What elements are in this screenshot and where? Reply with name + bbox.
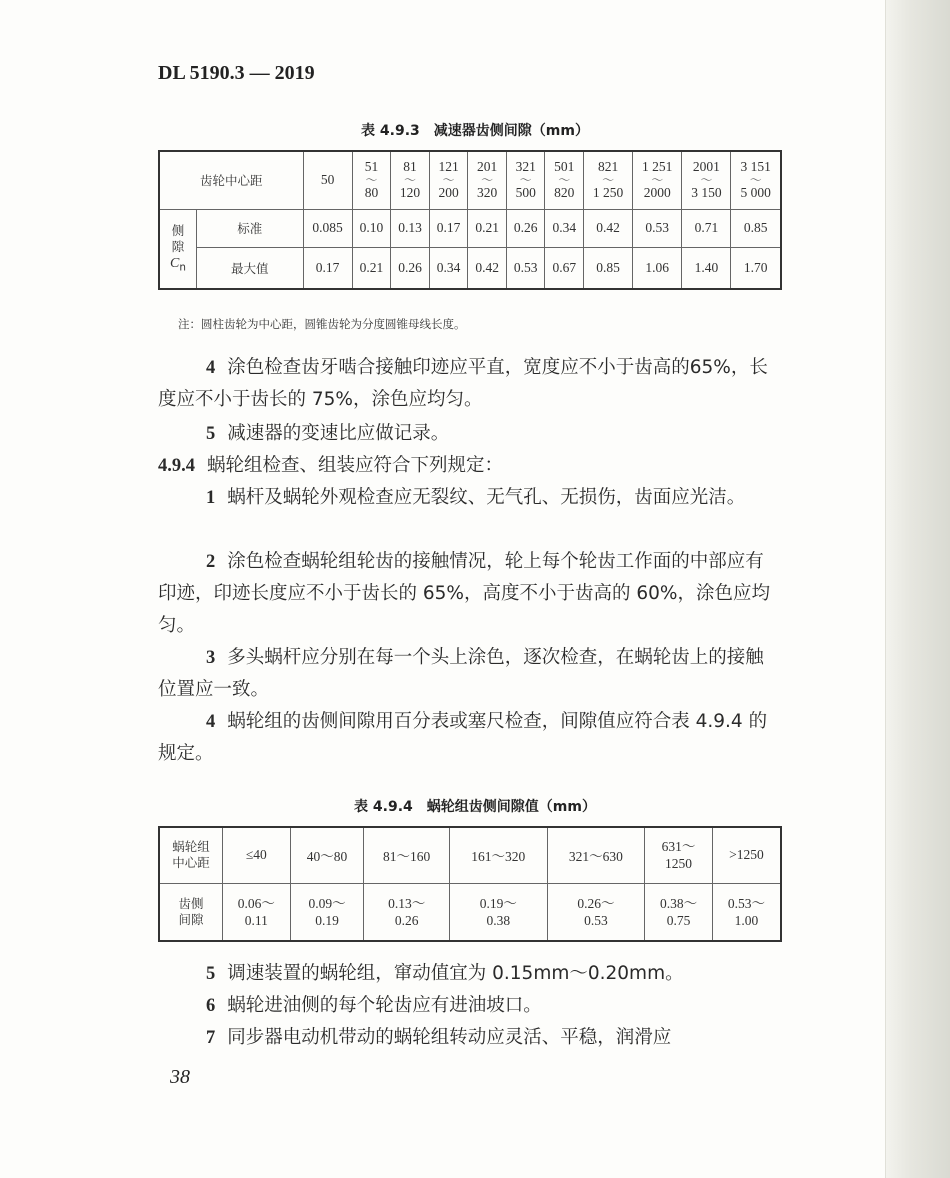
- section-4-9-4: 4.9.4 蜗轮组检查、组装应符合下列规定：: [158, 455, 504, 476]
- table-cell: >1250: [712, 827, 781, 883]
- table-cell: 0.53: [633, 209, 682, 247]
- table-cell: 0.06～ 0.11: [223, 883, 291, 941]
- col-9: 2001 ～ 3 150: [682, 151, 731, 209]
- table-cell: 631～ 1250: [645, 827, 713, 883]
- table-cell: 81～160: [364, 827, 450, 883]
- paragraph-2: 2 涂色检查蜗轮组轮齿的接触情况，轮上每个轮齿工作面的中部应有印迹，印迹长度应不小于齿长的 65%，高度不小于齿高的 60%，涂色应均匀。: [158, 551, 771, 636]
- table-cell: 0.13～ 0.26: [364, 883, 450, 941]
- row-label: 齿侧 间隙: [159, 883, 223, 941]
- row-label: 最大值: [197, 247, 304, 289]
- table-cell: 1.06: [633, 247, 682, 289]
- table-cell: 321～630: [547, 827, 645, 883]
- table-header-row: [159, 151, 781, 209]
- paragraph-6: 6 蜗轮进油侧的每个轮齿应有进油坡口。: [206, 995, 542, 1016]
- table-cell: 0.42: [584, 209, 633, 247]
- row-label: 蜗轮组 中心距: [159, 827, 223, 883]
- side-label: 侧 隙 $C_n$: [159, 209, 197, 289]
- page-number: 38: [170, 1066, 190, 1088]
- table-cell: 0.17: [303, 247, 352, 289]
- paragraph-5: 5 减速器的变速比应做记录。: [206, 423, 450, 444]
- paragraph-1: 1 蜗杆及蜗轮外观检查应无裂纹、无气孔、无损伤，齿面应光洁。: [206, 487, 746, 508]
- col-5: 321 ～ 500: [506, 151, 545, 209]
- col-8: 1 251 ～ 2000: [633, 151, 682, 209]
- table-row-center-distance: [159, 827, 781, 883]
- col-2: 81 ～ 120: [391, 151, 430, 209]
- table-cell: 1.70: [731, 247, 781, 289]
- page-edge: [885, 0, 950, 1178]
- col-0: 50: [303, 151, 352, 209]
- paragraph-5b: 5 调速装置的蜗轮组，窜动值宜为 0.15mm～0.20mm。: [206, 963, 684, 984]
- col-4: 201 ～ 320: [468, 151, 507, 209]
- table-cell: 0.53～ 1.00: [712, 883, 781, 941]
- table-cell: 0.10: [352, 209, 391, 247]
- table-cell: 0.38～ 0.75: [645, 883, 713, 941]
- table-cell: 0.26: [506, 209, 545, 247]
- standard-code: DL 5190.3 — 2019: [158, 62, 315, 84]
- table-cell: 0.085: [303, 209, 352, 247]
- paragraph-3: 3 多头蜗杆应分别在每一个头上涂色，逐次检查，在蜗轮齿上的接触位置应一致。: [158, 647, 764, 700]
- table-4-9-4: [158, 826, 782, 942]
- header-label: 齿轮中心距: [159, 151, 303, 209]
- table-4-9-3-title: 表 4.9.3 减速器齿侧间隙（mm）: [361, 123, 589, 139]
- table-cell: 0.21: [352, 247, 391, 289]
- row-label: 标准: [197, 209, 304, 247]
- col-3: 121 ～ 200: [429, 151, 468, 209]
- paragraph-4b: 4 蜗轮组的齿侧间隙用百分表或塞尺检查，间隙值应符合表 4.9.4 的规定。: [158, 711, 768, 764]
- table-cell: 0.71: [682, 209, 731, 247]
- table-cell: 0.13: [391, 209, 430, 247]
- col-7: 821 ～ 1 250: [584, 151, 633, 209]
- table-note: 注：圆柱齿轮为中心距，圆锥齿轮为分度圆锥母线长度。: [178, 317, 466, 331]
- table-cell: 0.34: [429, 247, 468, 289]
- table-row-standard: [159, 209, 781, 247]
- table-4-9-4-title: 表 4.9.4 蜗轮组齿侧间隙值（mm）: [354, 799, 596, 815]
- table-cell: 0.34: [545, 209, 584, 247]
- table-cell: 0.26: [391, 247, 430, 289]
- table-cell: 0.21: [468, 209, 507, 247]
- table-cell: 0.17: [429, 209, 468, 247]
- table-cell: 0.85: [731, 209, 781, 247]
- col-6: 501 ～ 820: [545, 151, 584, 209]
- paragraph-7: 7 同步器电动机带动的蜗轮组转动应灵活、平稳，润滑应: [206, 1027, 672, 1048]
- table-cell: 0.67: [545, 247, 584, 289]
- table-cell: ≤40: [223, 827, 291, 883]
- table-cell: 0.85: [584, 247, 633, 289]
- table-cell: 0.42: [468, 247, 507, 289]
- table-row-max: [159, 247, 781, 289]
- table-cell: 0.09～ 0.19: [290, 883, 364, 941]
- table-cell: 161～320: [449, 827, 547, 883]
- col-10: 3 151 ～ 5 000: [731, 151, 781, 209]
- table-cell: 0.26～ 0.53: [547, 883, 645, 941]
- table-cell: 1.40: [682, 247, 731, 289]
- table-row-backlash: [159, 883, 781, 941]
- col-1: 51 ～ 80: [352, 151, 391, 209]
- table-4-9-3: [158, 150, 782, 290]
- table-cell: 0.53: [506, 247, 545, 289]
- table-cell: 0.19～ 0.38: [449, 883, 547, 941]
- table-cell: 40～80: [290, 827, 364, 883]
- paragraph-4: 4 涂色检查齿牙啮合接触印迹应平直，宽度应不小于齿高的65%，长度应不小于齿长的 75%，涂色应均匀。: [158, 357, 768, 410]
